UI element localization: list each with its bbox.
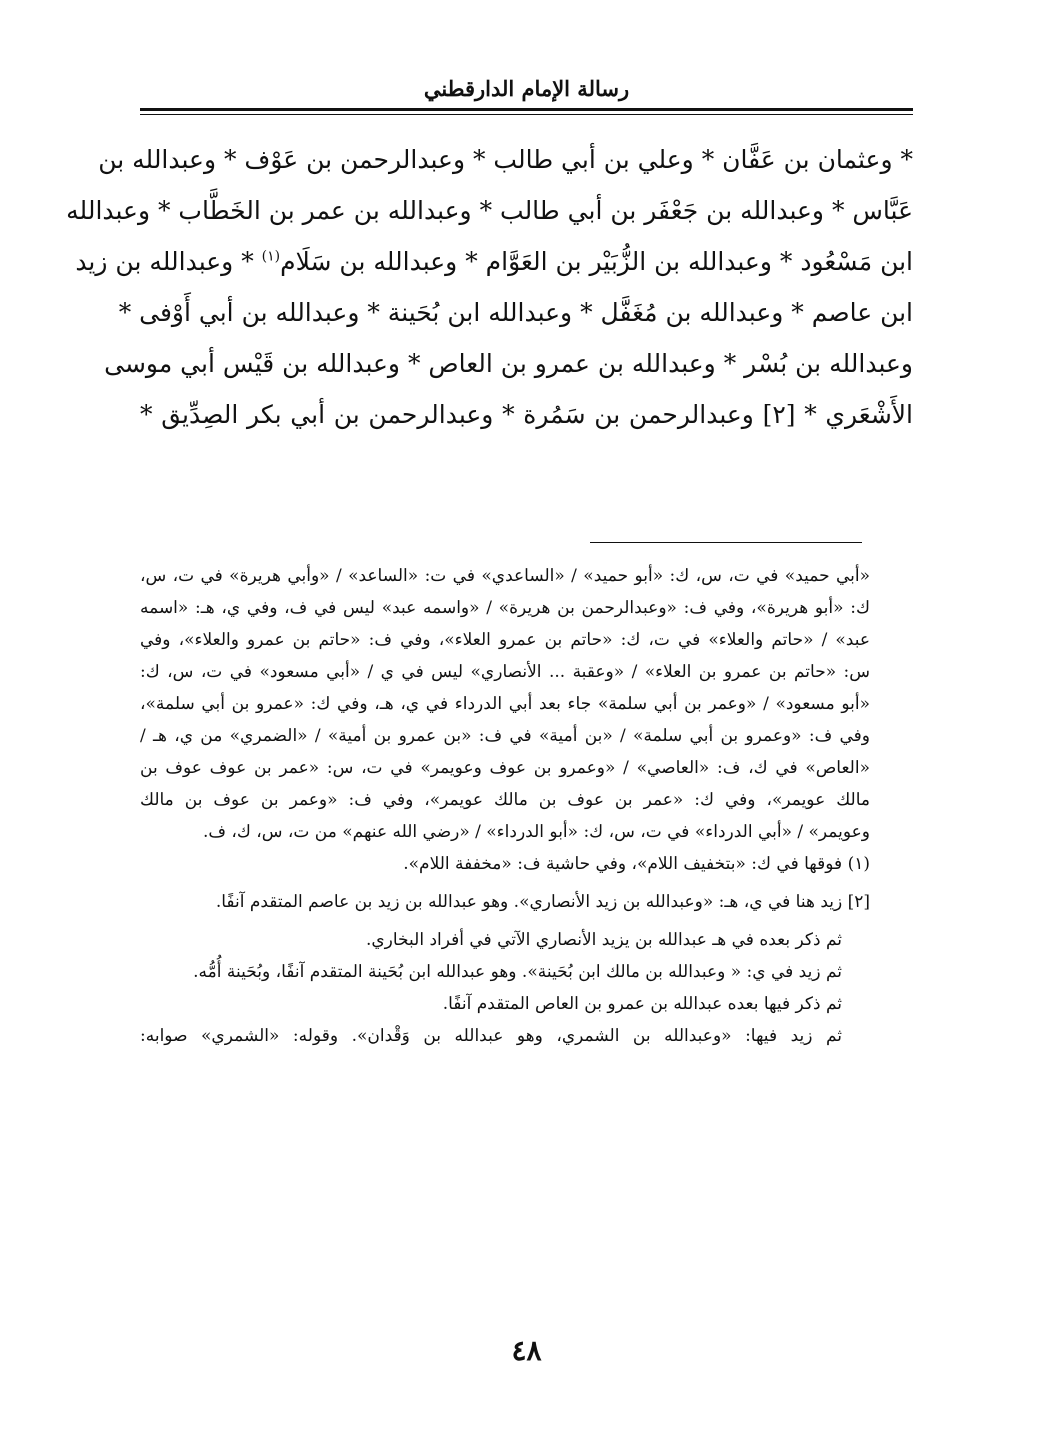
main-line-part: * وعبدالله بن زيد [75,247,254,276]
main-line: * وعثمان بن عَفَّان * وعلي بن أبي طالب * وعبدالرحمن بن عَوْف * وعبدالله بن [98,145,913,174]
main-line: ابن عاصم * وعبدالله بن مُغَفَّل * وعبدالله ابن بُحَينة * وعبدالله بن أبي أَوْفى * [118,298,913,327]
footnote-1: (١) فوقها في ك: «بتخفيف اللام»، وفي حاشية ف: «مخففة اللام». [403,854,870,874]
footnotes [140,560,870,1052]
main-line: وعبدالله بن بُسْر * وعبدالله بن عمرو بن العاص * وعبدالله بن قَيْس أبي موسى [104,349,913,378]
variant-line: «أبو مسعود» / «وعمر بن أبي سلمة» جاء بعد أبي الدرداء في ي، هـ، وفي ك: «عمرو بن أبي سلمة»، [140,694,870,714]
footnote-2-line: ثم زيد في ي: « وعبدالله بن مالك ابن بُحَينة». وهو عبدالله ابن بُحَينة المتقدم آنفًا، وبُحَينة أُمُّه. [193,962,842,982]
footnote-2-line: [٢] زيد هنا في ي، هـ: «وعبدالله بن زيد الأنصاري». وهو عبدالله بن زيد بن عاصم المتقدم آنفًا. [215,892,870,912]
footnote-separator [590,542,862,543]
main-line [75,236,913,287]
header-rule-thick [140,108,913,111]
main-line-part: ابن مَسْعُود * وعبدالله بن الزُّبَيْر بن العَوَّام * وعبدالله بن سَلَام [280,247,913,276]
variant-line: وعويمر» / «أبي الدرداء» في ت، س، ك: «أبو الدرداء» / «رضي الله عنهم» من ت، س، ك، ف. [202,822,870,842]
variant-line: ك: «أبو هريرة»، وفي ف: «وعبدالرحمن بن هريرة» / «واسمه عبد» ليس في ف، وفي ي، هـ: «اسمه [140,598,870,618]
footnote-2-line: ثم ذكر فيها بعده عبدالله بن عمرو بن العاص المتقدم آنفًا. [442,994,842,1014]
page-number: ٤٨ [511,1334,542,1367]
variant-line: وفي ف: «وعمرو بن أبي سلمة» / «بن أمية» في ف: «بن عمرو بن أمية» / «الضمري» من ي، هـ / [140,726,870,746]
footnote-ref: (١) [261,248,281,265]
header-rule-thin [140,114,913,115]
main-line: عَبَّاس * وعبدالله بن جَعْفَر بن أبي طالب * وعبدالله بن عمر بن الخَطَّاب * وعبدالله [66,196,913,225]
variant-line: «العاص» في ك، ف: «العاصي» / «وعمرو بن عوف وعويمر» في ت، س: «عمر بن عوف عوف بن [140,758,870,778]
variant-line: «أبي حميد» في ت، س، ك: «أبو حميد» / «الساعدي» في ت: «الساعد» / «وأبي هريرة» في ت، س، [140,566,870,586]
variant-line: عبد» / «حاتم والعلاء» في ت، ك: «حاتم بن عمرو العلاء»، وفي ف: «حاتم بن عمرو والعلاء»، وفي [140,630,870,650]
variant-line: مالك عويمر»، وفي ك: «عمر بن عوف بن مالك عويمر»، وفي ف: «وعمر بن عوف بن مالك [140,790,870,810]
variant-line: س: «حاتم بن عمرو بن العلاء» / «وعقبة ... الأنصاري» ليس في ي / «أبي مسعود» في ت، س، ك: [140,662,870,682]
footnote-2-line: ثم ذكر بعده في هـ عبدالله بن يزيد الأنصاري الآتي في أفراد البخاري. [365,930,842,950]
footnote-2-line: ثم زيد فيها: «وعبدالله بن الشمري، وهو عبدالله بن وَقْدان». وقوله: «الشمري» صوابه: [140,1026,842,1046]
main-text [66,134,913,440]
running-title: رسالة الإمام الدارقطني [423,76,630,101]
main-line: الأَشْعَري * [٢] وعبدالرحمن بن سَمُرة * وعبدالرحمن بن أبي بكر الصِدِّيق * [140,400,913,429]
